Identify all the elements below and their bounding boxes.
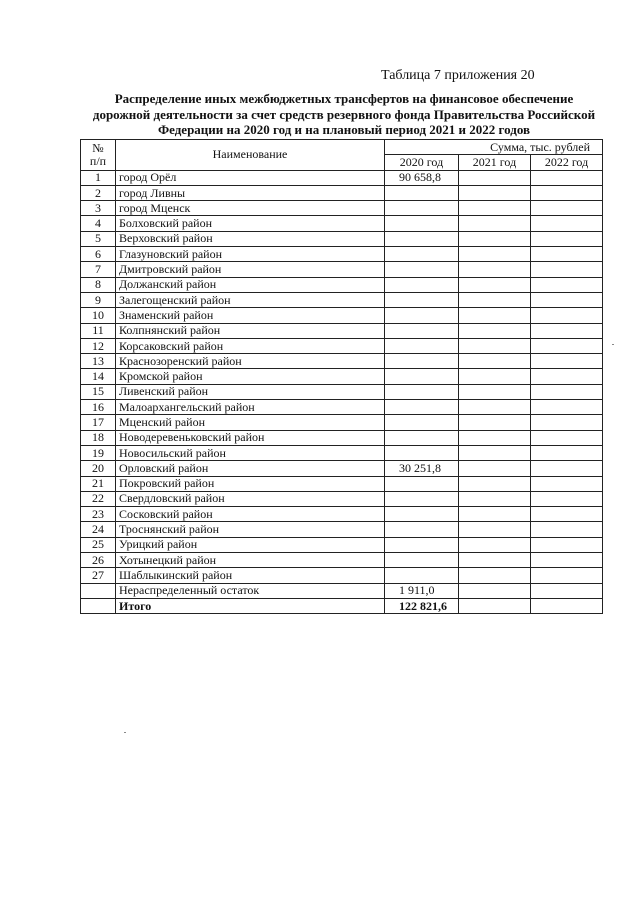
table-row [81,553,603,568]
value-2022 [531,201,603,216]
title-line: Федерации на 2020 год и на плановый период 2021 и 2022 годов [157,122,531,137]
row-number: 8 [81,277,116,292]
row-name: Кромской район [116,369,385,384]
total-2021 [459,598,531,613]
value-2020 [385,262,459,277]
row-name: Колпнянский район [116,323,385,338]
value-2020 [385,231,459,246]
value-2022 [531,476,603,491]
row-number: 10 [81,308,116,323]
table-row [81,354,603,369]
value-2020: 30 251,8 [385,461,459,476]
value-2022 [531,568,603,583]
table-row [81,445,603,460]
value-2022 [531,430,603,445]
value-2021 [459,292,531,307]
value-2021 [459,262,531,277]
row-number: 17 [81,415,116,430]
value-2020 [385,491,459,506]
table-row [81,384,603,399]
row-name: Верховский район [116,231,385,246]
value-2021 [459,461,531,476]
value-2020 [385,323,459,338]
value-2021 [459,201,531,216]
value-2020 [385,476,459,491]
value-2021 [459,216,531,231]
value-2022 [531,277,603,292]
year-2020-header: 2020 год [385,155,459,170]
value-2021 [459,338,531,353]
row-number: 24 [81,522,116,537]
value-2021 [459,354,531,369]
year-2021-header: 2021 год [459,155,531,170]
document-title [80,91,608,138]
row-name: Новодеревеньковский район [116,430,385,445]
value-2021 [459,522,531,537]
row-number: 3 [81,201,116,216]
value-2020 [385,400,459,415]
value-2022 [531,369,603,384]
scan-speck [612,344,614,345]
row-name: Шаблыкинский район [116,568,385,583]
table-row [81,491,603,506]
row-number: 21 [81,476,116,491]
table-row [81,185,603,200]
value-2021 [459,308,531,323]
allocation-table [80,139,603,614]
total-number-cell [81,598,116,613]
title-line: дорожной деятельности за счет средств резервного фонда Правительства Российской [92,106,596,122]
row-name: Болховский район [116,216,385,231]
table-row [81,308,603,323]
value-2021 [459,277,531,292]
table-row [81,277,603,292]
value-2021 [459,491,531,506]
row-number: 1 [81,170,116,185]
row-number: 6 [81,247,116,262]
row-number: 9 [81,292,116,307]
table-row [81,400,603,415]
value-2022 [531,354,603,369]
value-2021 [459,384,531,399]
value-2022 [531,553,603,568]
table-reference: Таблица 7 приложения 20 [381,68,535,83]
value-2020 [385,308,459,323]
row-name: Мценский район [116,415,385,430]
table-row [81,201,603,216]
value-2020 [385,185,459,200]
value-2020 [385,430,459,445]
row-name: город Орёл [116,170,385,185]
value-2022 [531,216,603,231]
row-name: Корсаковский район [116,338,385,353]
value-2022 [531,231,603,246]
value-2021 [459,185,531,200]
value-2022 [531,445,603,460]
value-2020 [385,445,459,460]
value-2020 [385,216,459,231]
row-name: Дмитровский район [116,262,385,277]
table-row [81,338,603,353]
value-2021 [459,507,531,522]
row-number: 25 [81,537,116,552]
row-name: Сосковский район [116,507,385,522]
col-num-header [81,140,116,171]
row-name: Троснянский район [116,522,385,537]
table-row [81,415,603,430]
row-number: 5 [81,231,116,246]
value-2021 [459,445,531,460]
table-body [81,170,603,614]
value-2020 [385,537,459,552]
value-2022 [531,537,603,552]
value-2022 [531,384,603,399]
row-number: 4 [81,216,116,231]
value-2022 [531,522,603,537]
value-2020 [385,384,459,399]
value-2021 [459,537,531,552]
row-number: 27 [81,568,116,583]
value-2022 [531,338,603,353]
row-name: город Мценск [116,201,385,216]
table-row [81,583,603,598]
row-number: 23 [81,507,116,522]
value-2022 [531,170,603,185]
value-2020: 90 658,8 [385,170,459,185]
value-2020 [385,507,459,522]
row-number: 22 [81,491,116,506]
value-2022 [531,461,603,476]
col-num-label-2: п/п [89,153,107,168]
value-2022 [531,583,603,598]
row-name: Знаменский район [116,308,385,323]
value-2022 [531,507,603,522]
table-row [81,323,603,338]
value-2020 [385,247,459,262]
table-row [81,292,603,307]
row-name: Нераспределенный остаток [116,583,385,598]
value-2022 [531,262,603,277]
value-2021 [459,553,531,568]
value-2021 [459,583,531,598]
table-row [81,568,603,583]
value-2022 [531,491,603,506]
value-2021 [459,323,531,338]
value-2020 [385,369,459,384]
col-sum-header: Сумма, тыс. рублей [385,140,603,155]
row-number: 16 [81,400,116,415]
value-2021 [459,400,531,415]
scan-speck [124,732,126,733]
table-row [81,247,603,262]
row-number: 13 [81,354,116,369]
row-number: 20 [81,461,116,476]
table-row [81,231,603,246]
value-2020 [385,354,459,369]
title-line: Распределение иных межбюджетных трансфертов на финансовое обеспечение [114,91,574,106]
value-2020 [385,415,459,430]
table-row [81,430,603,445]
value-2021 [459,369,531,384]
row-name: Урицкий район [116,537,385,552]
row-name: Ливенский район [116,384,385,399]
value-2020 [385,522,459,537]
value-2020 [385,553,459,568]
col-num-label: № [92,140,104,155]
row-number: 14 [81,369,116,384]
value-2020 [385,338,459,353]
row-number [81,583,116,598]
row-number: 7 [81,262,116,277]
table-row [81,170,603,185]
total-2020: 122 821,6 [385,598,459,613]
row-number: 15 [81,384,116,399]
row-number: 26 [81,553,116,568]
row-name: город Ливны [116,185,385,200]
row-name: Свердловский район [116,491,385,506]
header-row [81,140,603,155]
table-row [81,369,603,384]
value-2021 [459,430,531,445]
table-row [81,522,603,537]
row-name: Краснозоренский район [116,354,385,369]
row-name: Новосильский район [116,445,385,460]
row-name: Должанский район [116,277,385,292]
row-name: Орловский район [116,461,385,476]
row-name: Покровский район [116,476,385,491]
col-name-header: Наименование [116,140,385,171]
row-number: 11 [81,323,116,338]
value-2022 [531,323,603,338]
table-row [81,216,603,231]
table-row [81,476,603,491]
table-row [81,262,603,277]
row-number: 2 [81,185,116,200]
value-2020 [385,201,459,216]
row-number: 19 [81,445,116,460]
total-label: Итого [116,598,385,613]
value-2021 [459,247,531,262]
value-2020 [385,277,459,292]
value-2022 [531,400,603,415]
value-2022 [531,415,603,430]
value-2021 [459,231,531,246]
total-2022 [531,598,603,613]
row-name: Глазуновский район [116,247,385,262]
value-2022 [531,292,603,307]
value-2021 [459,568,531,583]
value-2020: 1 911,0 [385,583,459,598]
row-name: Хотынецкий район [116,553,385,568]
row-name: Залегощенский район [116,292,385,307]
year-2022-header: 2022 год [531,155,603,170]
value-2022 [531,185,603,200]
row-name: Малоархангельский район [116,400,385,415]
row-number: 18 [81,430,116,445]
value-2021 [459,476,531,491]
value-2021 [459,415,531,430]
value-2020 [385,568,459,583]
value-2022 [531,247,603,262]
row-number: 12 [81,338,116,353]
table-row [81,537,603,552]
value-2020 [385,292,459,307]
table-row [81,507,603,522]
value-2022 [531,308,603,323]
total-row [81,598,603,613]
value-2021 [459,170,531,185]
table-row [81,461,603,476]
